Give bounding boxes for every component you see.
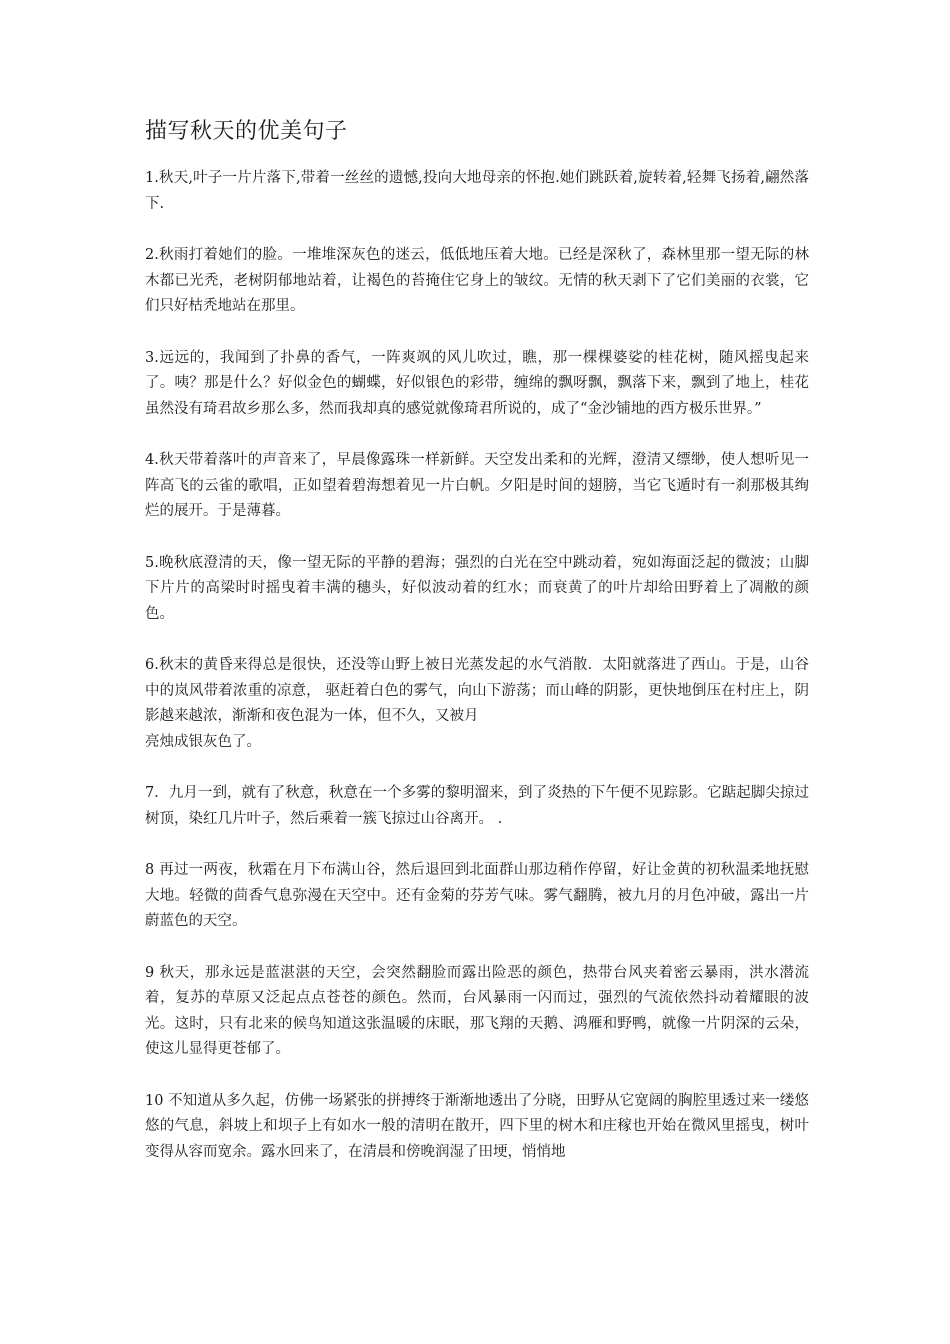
- paragraph-8: 8 再过一两夜，秋霜在月下布满山谷，然后退回到北面群山那边稍作停留，好让金黄的初秋温柔地抚慰大地。轻微的茴香气息弥漫在天空中。还有金菊的芬芳气味。雾气翻腾，被九月的月色冲破，露出一片蔚蓝色的天空。: [145, 862, 809, 929]
- paragraph-7: 7．九月一到，就有了秋意，秋意在一个多雾的黎明溜来，到了炎热的下午便不见踪影。它踮起脚尖掠过树顶，染红几片叶子，然后乘着一簇飞掠过山谷离开。 .: [145, 785, 809, 827]
- document-body: [145, 116, 809, 1191]
- paragraph-2: 2.秋雨打着她们的脸。一堆堆深灰色的迷云，低低地压着大地。已经是深秋了，森林里那一望无际的林木都已光秃，老树阴郁地站着，让褐色的苔掩住它身上的皱纹。无情的秋天剥下了它们美丽的衣裳，它们只好枯秃地站在那里。: [145, 247, 809, 314]
- paragraph-10: 10 不知道从多久起，仿佛一场紧张的拼搏终于渐渐地透出了分晓，田野从它宽阔的胸腔里透过来一缕悠悠的气息，斜坡上和坝子上有如水一般的清明在散开，四下里的树木和庄稼也开始在微风里摇曳，树叶变得从容而宽余。露水回来了，在清晨和傍晚润湿了田埂，悄悄地: [145, 1092, 809, 1160]
- paragraph-4: 4.秋天带着落叶的声音来了，早晨像露珠一样新鲜。天空发出柔和的光辉，澄清又缥缈，使人想听见一阵高飞的云雀的歌唱，正如望着碧海想着见一片白帆。夕阳是时间的翅膀，当它飞遁时有一刹那极其绚烂的展开。于是薄暮。: [145, 452, 809, 519]
- paragraph-3: 3.远远的，我闻到了扑鼻的香气，一阵爽飒的风儿吹过，瞧，那一棵棵婆娑的桂花树，随风摇曳起来了。咦？那是什么？好似金色的蝴蝶，好似银色的彩带，缠绵的飘呀飘，飘落下来，飘到了地上，桂花虽然没有琦君故乡那么多，然而我却真的感觉就像琦君所说的，成了“金沙铺地的西方极乐世界。”: [145, 349, 809, 417]
- paragraph-9: 9 秋天，那永远是蓝湛湛的天空，会突然翻脸而露出险恶的颜色，热带台风夹着密云暴雨，洪水潜流着，复苏的草原又泛起点点苍苍的颜色。然而，台风暴雨一闪而过，强烈的气流依然抖动着耀眼的波光。这时，只有北来的候鸟知道这张温暖的床眠，那飞翔的天鹅、鸿雁和野鸭，就像一片阴深的云朵，使这儿显得更苍郁了。: [145, 964, 809, 1057]
- paragraph-6: 6.秋末的黄昏来得总是很快，还没等山野上被日光蒸发起的水气消散．太阳就落进了西山。于是，山谷中的岚风带着浓重的凉意， 驱赶着白色的雾气，向山下游荡；而山峰的阴影，更快地倒压在村庄上，阴影越来越浓，渐渐和夜色混为一体，但不久，又被月 亮烛成银灰色了。: [145, 657, 809, 750]
- document-title: 描写秋天的优美句子: [145, 119, 348, 144]
- paragraph-1: 1.秋天,叶子一片片落下,带着一丝丝的遗憾,投向大地母亲的怀抱.她们跳跃着,旋转着,轻舞飞扬着,翩然落下.: [145, 170, 809, 212]
- paragraph-5: 5.晚秋底澄清的天，像一望无际的平静的碧海；强烈的白光在空中跳动着，宛如海面泛起的微波；山脚下片片的高梁时时摇曳着丰满的穗头，好似波动着的红水；而衰黄了的叶片却给田野着上了凋敝的颜色。: [145, 554, 809, 622]
